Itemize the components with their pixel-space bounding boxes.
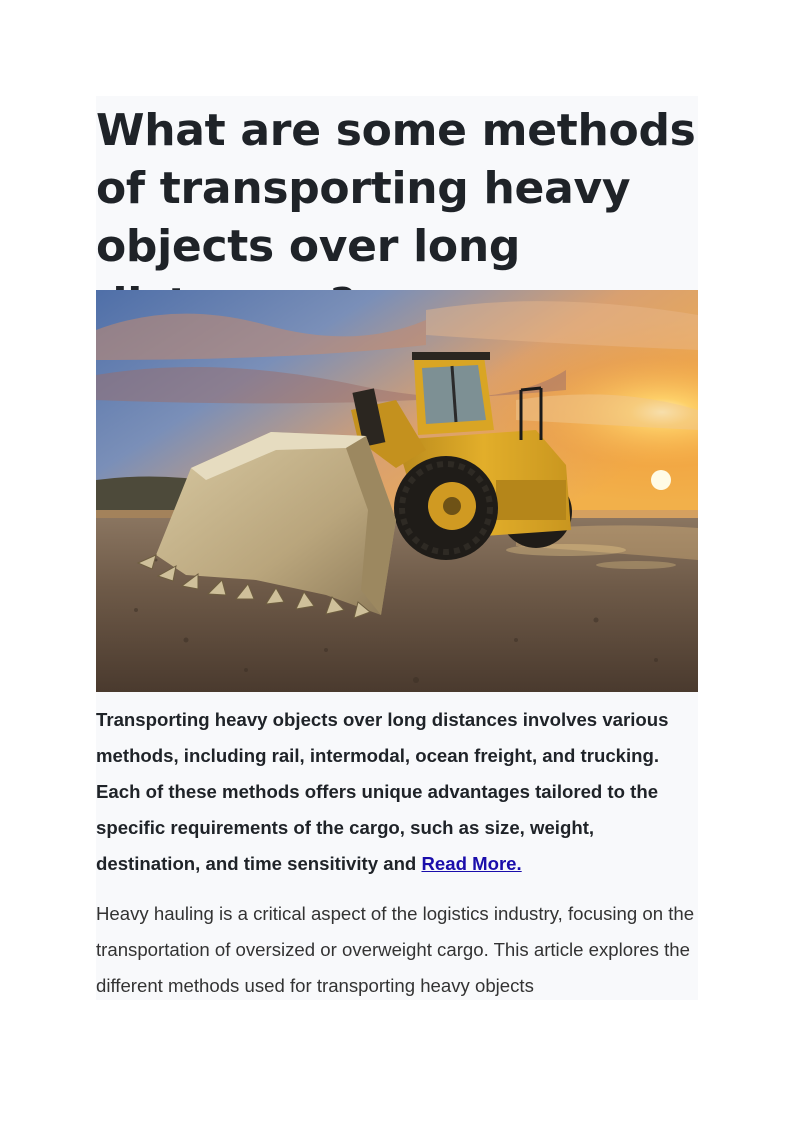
lead-paragraph bbox=[96, 702, 698, 882]
article-content bbox=[96, 96, 698, 1000]
hero-image bbox=[96, 290, 698, 692]
read-more-link[interactable]: Read More. bbox=[421, 853, 522, 874]
lead-text: Transporting heavy objects over long distances involves various methods, including rail, intermodal, ocean freight, and trucking. Each of these methods offers unique advantages tailored to the specific requirements of the cargo, such as size, weight, destination, and time sensitivity and bbox=[96, 709, 669, 874]
article-title: What are some methods of transporting heavy objects over long bbox=[96, 105, 696, 272]
body-paragraph: Heavy hauling is a critical aspect of the logistics industry, focusing on the transportation of oversized or overweight cargo. This article explores the different methods used for transporting heavy objects bbox=[96, 903, 695, 996]
